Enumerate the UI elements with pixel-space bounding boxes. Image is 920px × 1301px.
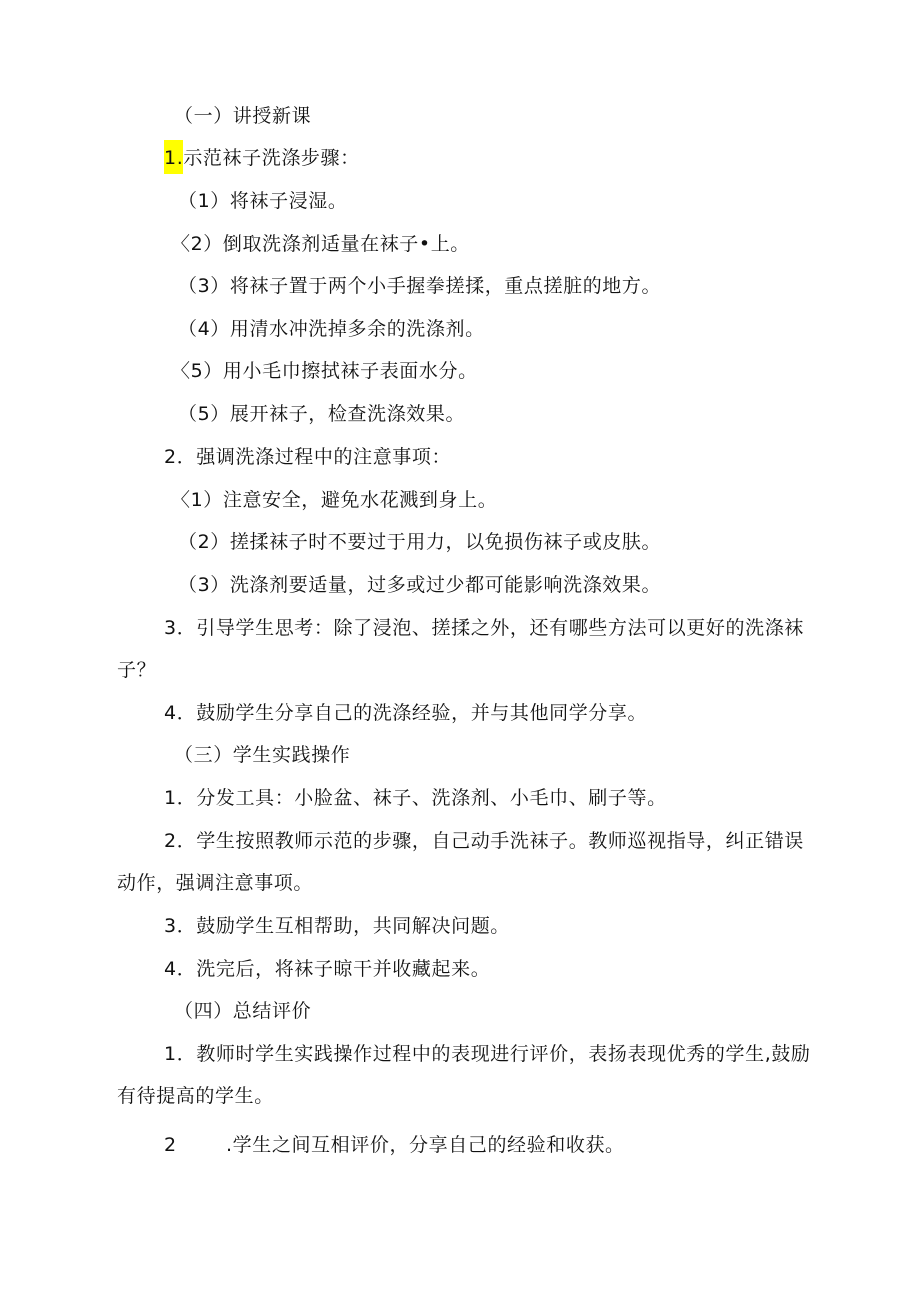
demo-step-2: 〈2）倒取洗涤剂适量在袜子•上。 xyxy=(171,233,470,255)
step-heading-text: 示范袜子洗涤步骤： xyxy=(183,147,360,169)
evaluation-step-2-number: 2 xyxy=(164,1134,177,1156)
step-4: 4．鼓励学生分享自己的洗涤经验，并与其他同学分享。 xyxy=(164,702,648,724)
caution-3: （3）洗涤剂要适量，过多或过少都可能影响洗涤效果。 xyxy=(178,574,662,596)
practice-step-1: 1．分发工具：小脸盆、袜子、洗涤剂、小毛巾、刷子等。 xyxy=(164,787,667,809)
section-heading-evaluation: （四）总结评价 xyxy=(174,1000,312,1022)
demo-step-6: （5）展开袜子，检查洗涤效果。 xyxy=(178,403,466,425)
evaluation-step-1-line-2: 有待提高的学生。 xyxy=(117,1085,274,1107)
practice-step-4: 4．洗完后，将袜子晾干并收藏起来。 xyxy=(164,958,491,980)
practice-step-3: 3．鼓励学生互相帮助，共同解决问题。 xyxy=(164,915,510,937)
practice-step-2-line-2: 动作，强调注意事项。 xyxy=(117,872,314,894)
step-heading-cautions: 2．强调洗涤过程中的注意事项： xyxy=(164,446,452,468)
demo-step-4: （4）用清水冲洗掉多余的洗涤剂。 xyxy=(178,318,485,340)
section-heading-teaching: （一）讲授新课 xyxy=(174,105,312,127)
highlighted-list-marker: 1. xyxy=(164,140,183,174)
evaluation-step-2-text: .学生之间互相评价，分享自己的经验和收获。 xyxy=(226,1134,625,1156)
caution-2: （2）搓揉袜子时不要过于用力，以免损伤袜子或皮肤。 xyxy=(178,531,662,553)
evaluation-step-1-line-1: 1．教师时学生实践操作过程中的表现进行评价，表扬表现优秀的学生,鼓励 xyxy=(164,1043,811,1065)
step-3-line-2: 子？ xyxy=(117,659,157,681)
step-3-line-1: 3．引导学生思考：除了浸泡、搓揉之外，还有哪些方法可以更好的洗涤袜 xyxy=(164,617,804,639)
practice-step-2-line-1: 2．学生按照教师示范的步骤，自己动手洗袜子。教师巡视指导，纠正错误 xyxy=(164,830,804,852)
caution-1: 〈1）注意安全，避免水花溅到身上。 xyxy=(171,489,498,511)
demo-step-3: （3）将袜子置于两个小手握拳搓揉，重点搓脏的地方。 xyxy=(178,275,662,297)
step-heading-demo xyxy=(164,146,360,174)
section-heading-practice: （三）学生实践操作 xyxy=(174,744,351,766)
demo-step-5: 〈5）用小毛巾擦拭袜子表面水分。 xyxy=(171,360,478,382)
demo-step-1: （1）将袜子浸湿。 xyxy=(178,190,348,212)
